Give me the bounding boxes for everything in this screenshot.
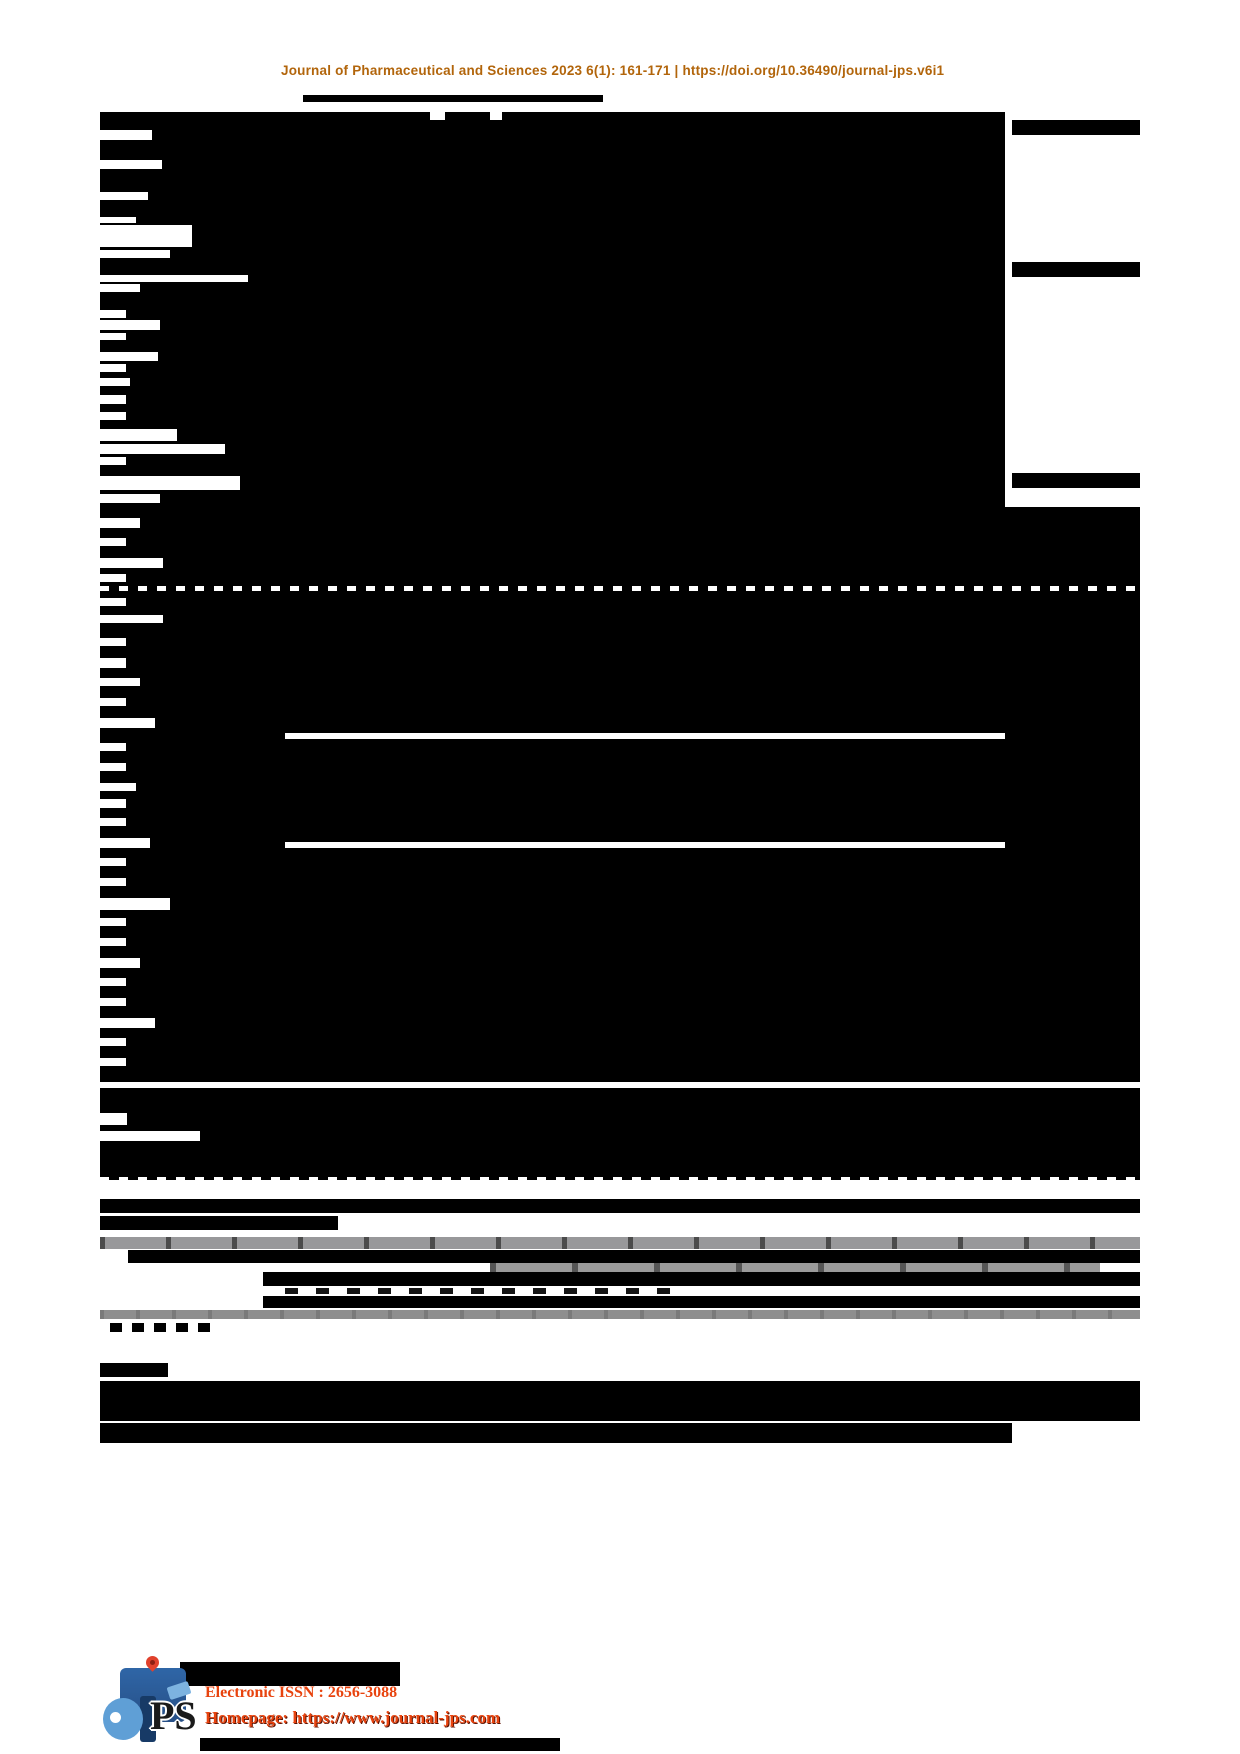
white-notch (100, 678, 140, 686)
white-notch (100, 838, 150, 848)
white-notch (100, 333, 126, 340)
white-notch (100, 898, 170, 910)
white-notch (100, 1018, 155, 1028)
white-notch (490, 112, 502, 120)
white-notch (100, 457, 126, 465)
table-mid-band (490, 1263, 1100, 1272)
table-dash-row (285, 1288, 675, 1294)
redacted-text-block (200, 1738, 560, 1751)
redacted-text-block (303, 95, 603, 102)
white-notch (100, 743, 126, 751)
white-notch (100, 958, 140, 968)
redacted-text-block (100, 1216, 338, 1230)
redacted-text-block (128, 1250, 1140, 1263)
white-notch (100, 412, 126, 420)
white-notch (100, 799, 126, 808)
redacted-text-block (1012, 120, 1140, 135)
dashed-separator (100, 1177, 1140, 1182)
redacted-text-block (100, 1381, 1140, 1421)
white-notch (100, 998, 126, 1006)
jps-logo-circle-icon (103, 1698, 143, 1740)
redacted-text-block (1012, 473, 1140, 488)
redacted-text-block (198, 1323, 210, 1332)
redacted-text-block (263, 1272, 1140, 1286)
white-notch (285, 733, 1005, 739)
white-notch (100, 858, 126, 866)
white-notch (100, 518, 140, 528)
white-notch (100, 284, 140, 292)
redacted-text-block (100, 1088, 1140, 1180)
redacted-text-block (100, 1423, 1012, 1443)
white-notch (430, 112, 445, 120)
white-notch (100, 978, 126, 986)
white-notch (100, 615, 163, 623)
white-notch (100, 130, 152, 140)
white-notch (100, 217, 136, 223)
dashed-separator (100, 586, 1140, 591)
white-notch (100, 538, 126, 546)
white-notch (100, 878, 126, 886)
redacted-text-block (132, 1323, 144, 1332)
white-notch (100, 598, 126, 606)
redacted-text-block (110, 1323, 122, 1332)
homepage-link[interactable]: Homepage: https://www.journal-jps.com (205, 1708, 501, 1727)
white-notch (100, 1131, 200, 1141)
white-notch (100, 574, 126, 582)
table-header-band (100, 1237, 1140, 1249)
white-notch (100, 658, 126, 668)
redacted-text-block (176, 1323, 188, 1332)
redacted-text-block (100, 1199, 1140, 1213)
white-notch (285, 842, 1005, 848)
white-notch (100, 352, 158, 361)
redacted-text-block (154, 1323, 166, 1332)
white-notch (100, 192, 148, 200)
white-notch (100, 444, 225, 454)
redacted-text-block (263, 1296, 1140, 1308)
redacted-text-block (180, 1662, 400, 1686)
white-notch (100, 476, 240, 490)
white-notch (100, 310, 126, 318)
white-notch (100, 160, 162, 169)
white-notch (100, 250, 170, 258)
white-notch (100, 364, 126, 372)
white-notch (100, 494, 160, 503)
white-notch (100, 938, 126, 946)
white-notch (100, 395, 126, 404)
white-notch (100, 1038, 126, 1046)
white-notch (100, 1113, 127, 1125)
jps-logo-circle-dot (110, 1712, 121, 1723)
redacted-text-block (100, 507, 1140, 1082)
redacted-text-block (100, 112, 1005, 507)
white-notch (100, 429, 177, 441)
table-bottom-band (100, 1310, 1140, 1319)
redacted-text-block (100, 1363, 168, 1377)
white-notch (100, 918, 126, 926)
white-notch (100, 763, 126, 771)
white-notch (100, 1058, 126, 1066)
jps-logo-text: PS (150, 1693, 197, 1738)
issn-text: Electronic ISSN : 2656-3088 (205, 1684, 398, 1701)
white-notch (100, 275, 248, 282)
white-notch (100, 638, 126, 646)
redacted-text-block (1012, 262, 1140, 277)
white-notch (100, 783, 136, 791)
white-notch (100, 818, 126, 826)
white-notch (100, 320, 160, 330)
white-notch (100, 718, 155, 728)
white-notch (100, 698, 126, 706)
white-notch (100, 225, 192, 247)
journal-citation-line: Journal of Pharmaceutical and Sciences 2023 6(1): 161-171 | https://doi.org/10.36490/journal-jps.v6i1 (281, 63, 945, 78)
white-notch (100, 558, 163, 568)
white-notch (100, 378, 130, 386)
location-pin-dot (150, 1660, 155, 1665)
